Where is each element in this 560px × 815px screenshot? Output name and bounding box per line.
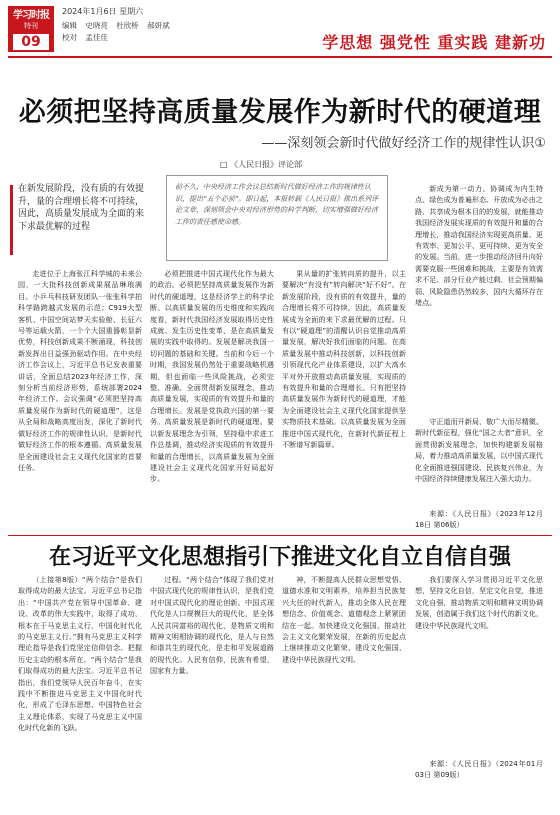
staff-line-editors	[62, 20, 176, 31]
staff-name: 史晓亮	[85, 21, 108, 30]
staff-name: 孟佳佳	[85, 33, 108, 42]
masthead-logo	[8, 6, 54, 52]
article2-column-1	[18, 574, 142, 810]
staff-role: 编辑	[62, 21, 77, 30]
article1-paragraph: 果从量的扩张转向质的提升，以主要解决“有没有”转向解决“好不好”。在新发展阶段，没有质的有效提升，量的合理增长将不可持续，因此，高质量发展成为全面的来下求最优解的过程。只有以“硬道理”的清醒认识自觉推动高质量发展，解决好我们面临的问题。在高质量发展中推动科技创新，以科技创新引领现代化产业体系建设，以扩大高水平对外开放推动高质量发展，实现质的有效提升和量的合理增长。只有把坚持高质量发展作为新时代的硬道理，才能为全面建设社会主义现代化国家提供坚实物质技术基础。以高质量发展为全面推进中国式现代化，在新时代新征程上不断谱写新篇章。	[282, 269, 406, 450]
article1-column-1	[18, 268, 142, 530]
article1-paragraph: 新成为第一动力、协调成为内生特点、绿色成为普遍形态、开放成为必由之路、共享成为根本目的的发展，就能推动我国经济发展实现质的有效提升和量的合理增长，推动我国经济实现更高质量、更有效率、更加公平、更可持续、更为安全的发展。当前，进一步推动经济回升向好需要克服一些困难和挑战，主要是有效需求不足、部分行业产能过剩、社会预期偏弱、风险隐患仍然较多，国内大循环存在堵点。	[415, 184, 543, 308]
staff-role: 校对	[62, 33, 77, 42]
article1-paragraph: 走进位于上海张江科学城的未来公园，一大批科技创新成果展品琳琅满目。小乒乓科技研发团队一张张科学拍科学路跨越式发展的示范；C919大型客机、中国空间站梦天实验舱、长征六号等运载火箭，一个个大国重器彰显新优势，科技创新成果不断涌现，科技创新发挥出日益强劲驱动作用。在中央经济工作会议上，习近平总书记发表重要讲话，全面总结2023年经济工作，深刻分析当前经济形势，系统部署2024年经济工作。会议强调“必须把坚持高质量发展作为新时代的硬道理”，这是从全局和战略高度出发，深化了新时代做好经济工作的规律性认识，是新时代做好经济工作的根本遵循。高质量发展是全面建设社会主义现代化国家的首要任务。	[18, 269, 142, 472]
article2-column-4	[415, 574, 543, 754]
article1-paragraph: 守正道而开新局，敬广大而尽精微。新时代新征程，强化“国之大者”意识，全面贯彻新发展理念，加快构建新发展格局，着力推动高质量发展，以中国式现代化全面推进强国建设、民族复兴伟业，为中国经济持续健康发展注入强大动力。	[415, 417, 543, 484]
paper-name: 学习时报	[13, 10, 49, 21]
article2-source-text: 来源：《人民日报》（2024年01月03日 第09版）	[415, 759, 543, 780]
article2-paragraph: 过程。“两个结合”体现了我们党对中国式现代化的规律性认识，是我们党对中国式现代化的理论创新。中国式现代化是人口规模巨大的现代化，是全体人民共同富裕的现代化，是物质文明和精神文明相协调的现代化，是人与自然和谐共生的现代化，是走和平发展道路的现代化。人民有信仰，民族有希望，国家有力量。	[150, 575, 274, 676]
article2-column-2	[150, 574, 274, 810]
article1-column-3	[282, 268, 406, 530]
section-label: 特刊	[24, 22, 38, 30]
article2-paragraph: （上接第8版）“两个结合”是我们取得成功的最大法宝。习近平总书记指出：“中国共产党在领导中国革命、建设、改革的伟大实践中，取得了成功，根本在于马克思主义行、中国化时代化的马克思主义行。”拥有马克思主义科学理论指导是我们党坚定信仰信念、把握历史主动的根本所在。“两个结合”是我们取得成功的最大法宝。习近平总书记指出，我们党领导人民百年奋斗，在实践中不断推进马克思主义中国化时代化，形成了毛泽东思想、中国特色社会主义理论体系，实现了马克思主义中国化时代化新的飞跃。	[18, 575, 142, 733]
staff-name: 杜欣桥	[116, 21, 139, 30]
article1-source	[415, 508, 543, 532]
article2-title: 在习近平文化思想指引下推进文化自立自信自强	[48, 544, 511, 570]
editor-note: 前不久，中央经济工作会议总结新时代做好经济工作的规律性认识，提出“五个必须”。即日起，本报转载《人民日报》推出系列评论文章，深刻领会中央对经济形势的科学判断，切实增强做好经济工作的责任感使命感。	[166, 175, 388, 261]
staff-line-proofreader	[62, 32, 114, 43]
article1-paragraph: 必须把推进中国式现代化作为最大的政治。必须把坚持高质量发展作为新时代的硬道理，这是经济学上的科学论断。以高质量发展的历史维度和实践向度看，新时代我国经济发展取得历史性成就、发生历史性变革，是在高质量发展的实践中取得的。发展是解决我国一切问题的基础和关键。当前和今后一个时期，我国发展仍然处于重要战略机遇期，但也面临一些风险挑战，必须完整、准确、全面贯彻新发展理念，推动高质量发展，实现质的有效提升和量的合理增长。发展是党执政兴国的第一要务。高质量发展是新时代的硬道理。要以新发展理念为引领，坚持稳中求进工作总基调，推动经济实现质的有效提升和量的合理增长，以高质量发展为全面建设社会主义现代化国家开好局起好步。	[150, 269, 274, 484]
page-slogan: 学思想 强党性 重实践 建新功	[322, 33, 546, 52]
article1-subtitle: ——深刻领会新时代做好经济工作的规律性认识①	[261, 136, 546, 151]
article1-byline	[220, 159, 302, 170]
page-number: 09	[13, 34, 49, 50]
article1-column-2	[150, 268, 274, 530]
header-divider	[8, 56, 552, 58]
pull-quote-text: 在新发展阶段，没有质的有效提升，量的合理增长将不可持续，因此，高质量发展成为全面的来下求最优解的过程	[18, 184, 145, 232]
article2-source	[415, 758, 543, 798]
pull-quote	[18, 183, 148, 233]
issue-date: 2024年1月6日 星期六	[62, 7, 144, 16]
article2-paragraph: 我们要深入学习贯彻习近平文化思想，坚持文化自信，坚定文化自觉，推进文化自强，推动物质文明和精神文明协调发展，创造属于我们这个时代的新文化，建设中华民族现代文明。	[415, 575, 543, 630]
article2-column-3	[282, 574, 406, 810]
byline-box-icon: □	[220, 160, 231, 169]
staff-name: 郝妍斌	[147, 21, 170, 30]
article1-title: 必须把坚持高质量发展作为新时代的硬道理	[18, 97, 542, 128]
article-divider	[8, 535, 552, 536]
pull-quote-bar	[10, 185, 13, 255]
article1-column-4-end	[415, 416, 543, 506]
byline-text: 《人民日报》评论部	[230, 160, 303, 169]
article1-source-text: 来源：《人民日报》（2023年12月18日 第06版）	[415, 509, 543, 530]
article1-column-4	[415, 183, 543, 413]
article2-paragraph: 神，不断提高人民群众思想觉悟、道德水准和文明素养，培养担当民族复兴大任的时代新人，推动全体人民在理想信念、价值观念、道德观念上紧紧团结在一起。加快建设文化强国，推动社会主义文化繁荣发展，在新的历史起点上继续推动文化繁荣、建设文化强国、建设中华民族现代文明。	[282, 575, 406, 664]
